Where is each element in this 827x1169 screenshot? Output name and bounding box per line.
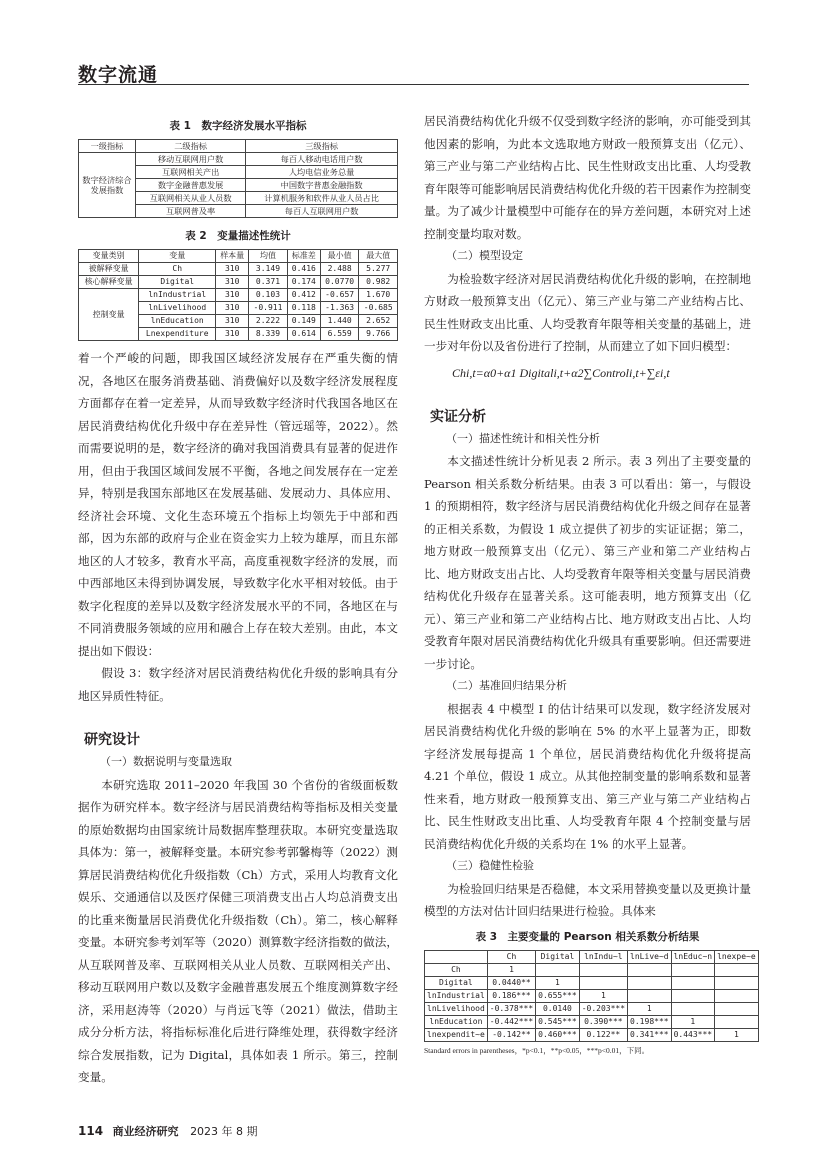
section-heading: 研究设计 (84, 732, 140, 748)
table3-cell (715, 1015, 759, 1028)
table2-cell: lnLivelihood (139, 302, 216, 315)
table2-cell: 0.412 (287, 289, 320, 302)
table2-cell: 2.488 (320, 263, 359, 276)
table2-cell: Ch (139, 263, 216, 276)
table2-caption: 表 2 变量描述性统计 (185, 230, 291, 242)
subsection-heading: （二）基准回归结果分析 (446, 679, 567, 692)
journal-name: 商业经济研究 (112, 1125, 179, 1138)
table3-cell (536, 963, 580, 976)
table3-cell (715, 989, 759, 1002)
subsection-heading: （一）描述性统计和相关性分析 (446, 431, 600, 445)
subsection-heading: （一）数据说明与变量选取 (100, 755, 232, 768)
table2-header: 最小值 (320, 250, 359, 263)
table2-cell: 0.982 (359, 276, 398, 289)
paragraph: 为检验数字经济对居民消费结构优化升级的影响，在控制地方财政一般预算支出（亿元）、第三产业与第二产业结构占比、民生性财政支出比重、人均受教育年限等相关变量的基础上，进一步对年份以及省份进行了控制，从而建立了如下回归模型： (424, 271, 751, 353)
table1-cell: 互联网相关产出 (136, 166, 246, 179)
table3-header: Digital (536, 950, 580, 963)
paragraph: 为检验回归结果是否稳健，本文采用替换变量以及更换计量模型的方法对估计回归结果进行检验。具体来 (424, 881, 751, 918)
table2-cell: lnIndustrial (139, 289, 216, 302)
table3-cell (715, 976, 759, 989)
table1-cell: 互联网普及率 (136, 205, 246, 218)
table3-note: Standard errors in parentheses，*p<0.1，**p<0.05，***p<0.01，下同。 (424, 1045, 650, 1055)
table1-cell: 人均电信业务总量 (246, 166, 398, 179)
table3-header: lnEduc~n (671, 950, 715, 963)
right-column (424, 110, 756, 1056)
table2-cell: 0.416 (287, 263, 320, 276)
table3-cell (628, 989, 672, 1002)
journal-issue: 2023 年 8 期 (190, 1125, 258, 1138)
table3-cell: lnexpendit~e (425, 1028, 488, 1041)
table2-cell: 0.614 (287, 328, 320, 341)
table3-cell: -0.378*** (487, 1002, 535, 1015)
subsection-heading: （三）稳健性检验 (446, 859, 534, 872)
table3-cell (671, 1002, 715, 1015)
table3-cell: 0.545*** (536, 1015, 580, 1028)
left-column (78, 110, 398, 1089)
table2-cell: 0.149 (287, 315, 320, 328)
paragraph: 本文描述性统计分析见表 2 所示。表 3 列出了主要变量的 Pearson 相关系数分析结果。由表 3 可以看出：第一，与假设 1 的预期相符，数字经济与居民消费结构优化升级之间存在显著的正相关系数，为假设 1 成立提供了初步的实证证据；第二，地方财政一般预算支出（亿元）、第三产业和第二产业结构占比、地方财政支出占比、人均受教育年限等相关变量与居民消费结构优化升级存在显著关系。这可能表明，地方预算支出（亿元）、第三产业和第二产业结构占比、地方财政支出占比、人均受教育年限对居民消费结构优化升级具有重要影响。但还需要进一步讨论。 (424, 454, 751, 671)
table3-cell (579, 976, 627, 989)
table1-header: 一级指标 (79, 140, 136, 153)
table1-header: 三级指标 (246, 140, 398, 153)
table2-cell: 0.0770 (320, 276, 359, 289)
table3-cell (715, 1002, 759, 1015)
table2 (78, 249, 398, 341)
table2-cell: -0.657 (320, 289, 359, 302)
table2-header: 均值 (249, 250, 288, 263)
table3-cell (579, 963, 627, 976)
paragraph: 着一个严峻的问题，即我国区域经济发展存在严重失衡的情况，各地区在服务消费基础、消费偏好以及数字经济发展程度方面都存在着一定差异，从而导致数字经济时代我国各地区在居民消费结构优化升级中存在差异性（管远瑶等，2022）。然而需要说明的是，数字经济的确对我国消费具有显著的促进作用，但由于我国区域间发展不平衡，各地之间发展存在一定差异，特别是我国东部地区在发展基础、发展动力、具体应用、经济社会环境、文化生态环境五个指标上均领先于中部和西部，因为东部的政府与企业在资金实力上较为雄厚，而且东部地区的人才较多，教育水平高，高度重视数字经济的发展，而中西部地区未得到协调发展，导致数字化水平相对较低。由于数字化程度的差异以及数字经济发展水平的不同，各地区在与不同消费服务领域的应用和融合上存在较大差别。由此，本文提出如下假设： (78, 351, 398, 658)
table2-header: 样本量 (216, 250, 249, 263)
table1 (78, 139, 398, 218)
table3-cell (671, 989, 715, 1002)
table1-cell: 每百人互联网用户数 (246, 205, 398, 218)
table2-cell: 0.118 (287, 302, 320, 315)
table1-header: 二级指标 (136, 140, 246, 153)
table1-cell: 计算机服务和软件从业人员占比 (246, 192, 398, 205)
table3-cell: 0.460*** (536, 1028, 580, 1041)
paragraph-hypothesis: 假设 3：数字经济对居民消费结构优化升级的影响具有分地区异质性特征。 (78, 666, 398, 703)
table2-cell: 1.670 (359, 289, 398, 302)
table2-header: 变量类别 (79, 250, 139, 263)
table3-header: lnexpe~e (715, 950, 759, 963)
table2-header: 变量 (139, 250, 216, 263)
table2-cell: 9.766 (359, 328, 398, 341)
table2-cell: 核心解释变量 (79, 276, 139, 289)
table3-cell: -0.442*** (487, 1015, 535, 1028)
table3-header (425, 950, 488, 963)
table3-cell: -0.203*** (579, 1002, 627, 1015)
table1-level1: 数字经济综合发展指数 (79, 153, 136, 218)
table3-cell: 0.655*** (536, 989, 580, 1002)
table1-cell: 移动互联网用户数 (136, 153, 246, 166)
table3-cell: 1 (536, 976, 580, 989)
table2-cell: 2.652 (359, 315, 398, 328)
table3-cell (628, 976, 672, 989)
table2-cell: 0.103 (249, 289, 288, 302)
table2-cell: 310 (216, 289, 249, 302)
table3-cell: 1 (579, 989, 627, 1002)
table2-cell: 被解释变量 (79, 263, 139, 276)
table1-cell: 每百人移动电话用户数 (246, 153, 398, 166)
regression-formula: Chi,t=α0+α1 Digitali,t+α2∑Controli,t+∑εi,t (452, 365, 670, 380)
subsection-heading: （二）模型设定 (446, 249, 523, 262)
table2-cell: 8.339 (249, 328, 288, 341)
table2-cell: 5.277 (359, 263, 398, 276)
table3-cell: 0.443*** (671, 1028, 715, 1041)
table1-cell: 互联网相关从业人员数 (136, 192, 246, 205)
section-heading: 实证分析 (430, 408, 486, 425)
table3-header: Ch (487, 950, 535, 963)
table2-cell: 310 (216, 276, 249, 289)
table3-header: lnIndu~l (579, 950, 627, 963)
table2-cell: -0.911 (249, 302, 288, 315)
table2-cell: 310 (216, 328, 249, 341)
table2-header: 最大值 (359, 250, 398, 263)
paragraph: 本研究选取 2011–2020 年我国 30 个省份的省级面板数据作为研究样本。数字经济与居民消费结构等指标及相关变量的原始数据均由国家统计局数据库整理获取。本研究变量选取具体为：第一，被解释变量。本研究参考郭馨梅等（2022）测算居民消费结构优化升级指数（Ch）方式，采用人均教育文化娱乐、交通通信以及医疗保健三项消费支出占人均总消费支出的比重来衡量居民消费优化升级指数（Ch）。第二，核心解释变量。本研究参考刘军等（2020）测算数字经济指数的做法，从互联网普及率、互联网相关从业人员数、互联网相关产出、移动互联网用户数以及数字金融普惠发展五个维度测算数字经济，采用赵涛等（2020）与肖远飞等（2021）做法，借助主成分分析方法，将指标标准化后进行降维处理，获得数字经济综合发展指数，记为 Digital，具体如表 1 所示。第三，控制变量。 (78, 777, 398, 1084)
table3-cell: 0.0140 (536, 1002, 580, 1015)
paragraph: 根据表 4 中模型 Ⅰ 的估计结果可以发现，数字经济发展对居民消费结构优化升级的影响在 5% 的水平上显著为正，即数字经济发展每提高 1 个单位，居民消费结构优化升级将提高 4.21 个单位，假设 1 成立。从其他控制变量的影响系数和显著性来看，地方财政一般预算支出、第三产业与第二产业结构占比、民生性财政支出比重、人均受教育年限 4 个控制变量与居民消费结构优化升级的关系均在 1% 的水平上显著。 (424, 701, 751, 851)
table3-cell: 0.0440** (487, 976, 535, 989)
table2-cell: 控制变量 (79, 289, 139, 341)
table2-cell: 0.371 (249, 276, 288, 289)
table3-cell (628, 963, 672, 976)
table2-cell: lnEducation (139, 315, 216, 328)
table3-cell: 1 (487, 963, 535, 976)
table2-cell: 1.440 (320, 315, 359, 328)
section-header: 数字流通 (78, 64, 159, 86)
table3-cell: -0.142** (487, 1028, 535, 1041)
table2-cell: -1.363 (320, 302, 359, 315)
table3-cell: lnIndustrial (425, 989, 488, 1002)
table3 (424, 950, 759, 1042)
table1-cell: 数字金融普惠发展 (136, 179, 246, 192)
table3-cell: lnLivelihood (425, 1002, 488, 1015)
table3-cell: 1 (628, 1002, 672, 1015)
table3-cell: 0.122** (579, 1028, 627, 1041)
table3-caption: 表 3 主要变量的 Pearson 相关系数分析结果 (475, 930, 700, 943)
paragraph: 居民消费结构优化升级不仅受到数字经济的影响，亦可能受到其他因素的影响，为此本文选取地方财政一般预算支出（亿元）、第三产业与第二产业结构占比、民生性财政支出比重、人均受教育年限等可能影响居民消费结构优化升级的若干因素作为控制变量。为了减少计量模型中可能存在的异方差问题，本研究对上述控制变量均取对数。 (424, 114, 751, 241)
table2-cell: Lnexpenditure (139, 328, 216, 341)
table2-cell: 3.149 (249, 263, 288, 276)
table3-header: lnLive~d (628, 950, 672, 963)
page-number: 114 (78, 1124, 104, 1138)
table3-cell (671, 963, 715, 976)
table2-cell: 310 (216, 302, 249, 315)
table2-cell: 0.174 (287, 276, 320, 289)
table3-cell: 1 (671, 1015, 715, 1028)
table3-cell: 1 (715, 1028, 759, 1041)
table2-cell: -0.685 (359, 302, 398, 315)
table1-cell: 中国数字普惠金融指数 (246, 179, 398, 192)
table3-cell (715, 963, 759, 976)
table3-cell: 0.198*** (628, 1015, 672, 1028)
table3-cell: Ch (425, 963, 488, 976)
table1-caption: 表 1 数字经济发展水平指标 (169, 120, 307, 132)
table2-cell: 6.559 (320, 328, 359, 341)
table3-cell: lnEducation (425, 1015, 488, 1028)
table2-cell: 310 (216, 263, 249, 276)
table2-header: 标准差 (287, 250, 320, 263)
table2-cell: 310 (216, 315, 249, 328)
page-footer (78, 1123, 258, 1139)
table2-cell: 2.222 (249, 315, 288, 328)
table3-cell (671, 976, 715, 989)
table3-cell: 0.390*** (579, 1015, 627, 1028)
table3-cell: Digital (425, 976, 488, 989)
table3-cell: 0.341*** (628, 1028, 672, 1041)
table2-cell: Digital (139, 276, 216, 289)
table3-cell: 0.186*** (487, 989, 535, 1002)
header-rule (78, 84, 749, 85)
